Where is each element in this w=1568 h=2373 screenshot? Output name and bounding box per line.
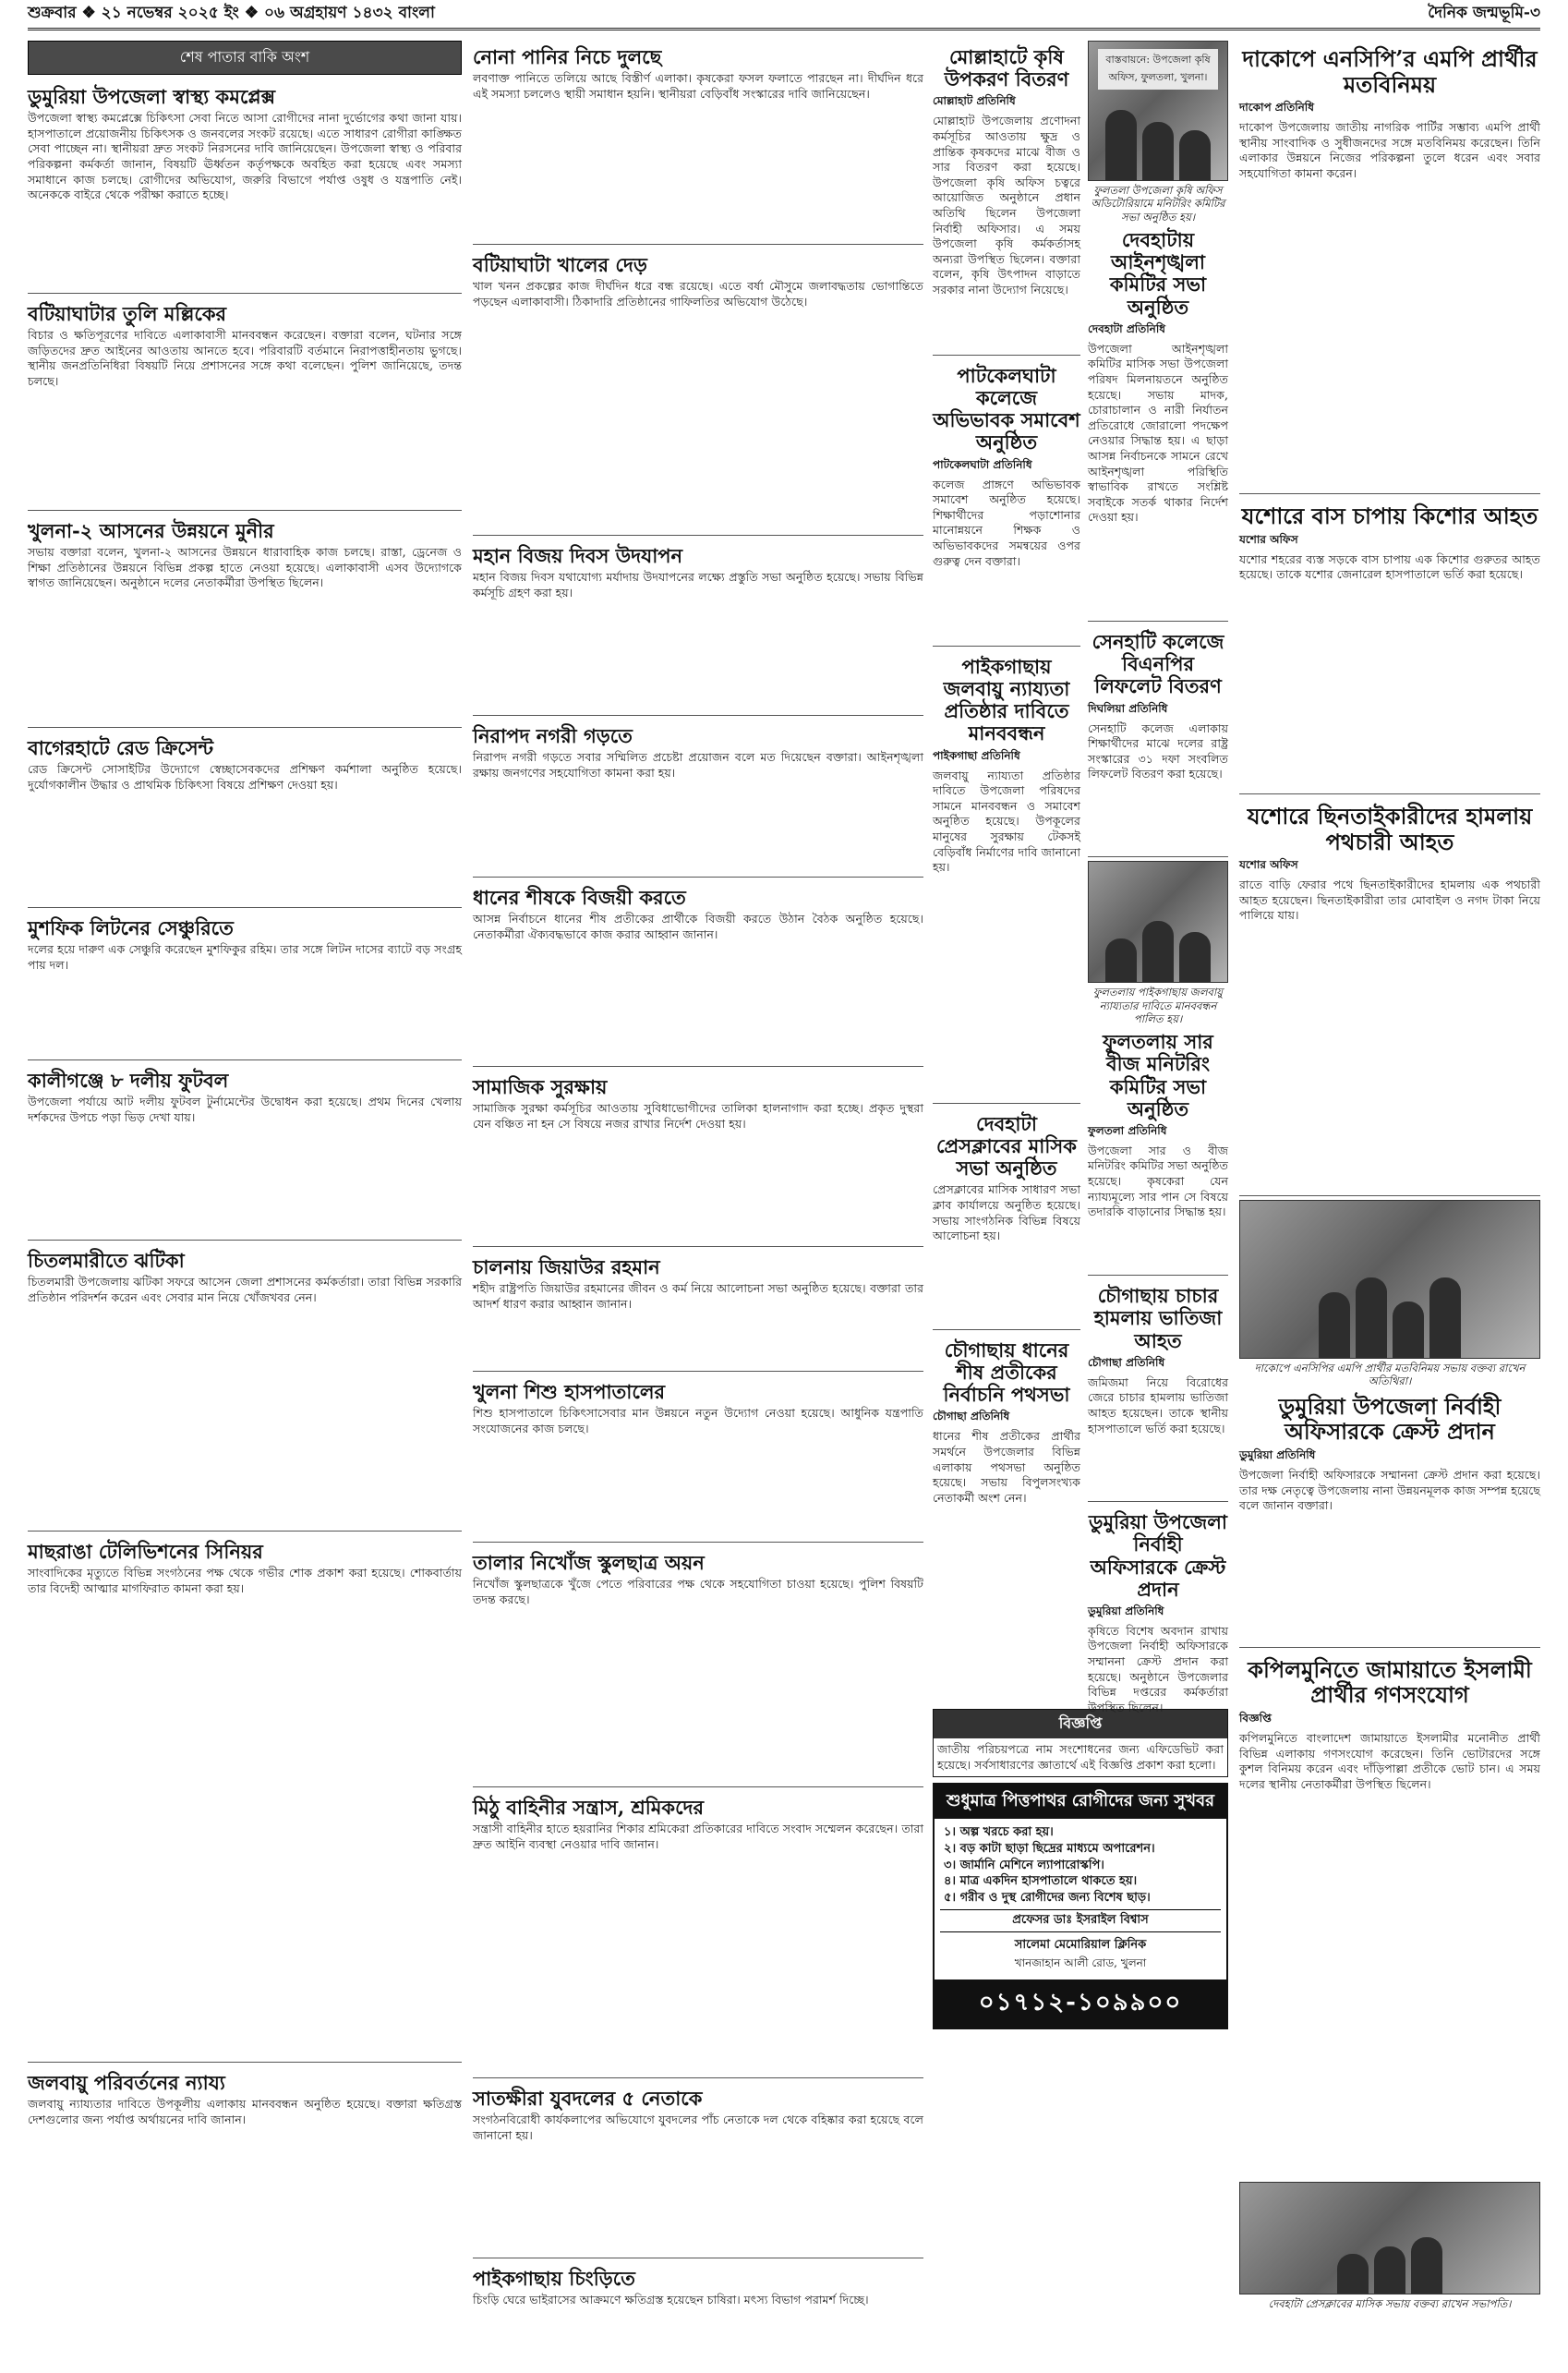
person-silhouette — [1105, 938, 1137, 982]
reporter: যশোর অফিস — [1239, 858, 1298, 872]
reporter: মোল্লাহাট প্রতিনিধি — [933, 94, 1016, 108]
photo-people — [1100, 97, 1216, 180]
ad-item: ৪। মাত্র একদিন হাসপাতালে থাকতে হয়। — [944, 1874, 1138, 1889]
photo-caption: ফুলতলা উপজেলা কৃষি অফিস অডিটোরিয়ামে মনিটরিং কমিটির সভা অনুষ্ঠিত হয়। — [1091, 184, 1225, 224]
article — [933, 1108, 1080, 1330]
ad-item: ৩। জার্মানি মেশিনে ল্যাপারোস্কপি। — [944, 1858, 1104, 1872]
reporter: দেবহাটা প্রতিনিধি — [1088, 321, 1165, 335]
headline: চিতলমারীতে ঝটিকা — [28, 1249, 185, 1272]
photo-people — [1332, 2227, 1448, 2294]
article-body: সাংবাদিকের মৃত্যুতে বিভিন্ন সংগঠনের পক্ষ থেকে গভীর শোক প্রকাশ করা হয়েছে। শোকবার্তায় তার বিদেহী আত্মার মাগফিরাত কামনা করা হয়। — [28, 1566, 462, 1595]
column-3 — [933, 41, 1228, 2341]
reporter: চৌগাছা প্রতিনিধি — [933, 1410, 1010, 1423]
headline: যশোরে বাস চাপায় কিশোর আহত — [1241, 502, 1538, 529]
article — [1088, 625, 1228, 857]
article — [28, 1535, 462, 2063]
article — [473, 1071, 923, 1247]
headline: নোনা পানির নিচে দুলছে — [473, 45, 662, 68]
headline: মোল্লাহাটে কৃষি উপকরণ বিতরণ — [944, 45, 1069, 91]
article-body: ধানের শীষ প্রতীকের প্রার্থীর সমর্থনে উপজেলার বিভিন্ন এলাকায় পথসভা অনুষ্ঠিত হয়েছে। সভায় বিপুলসংখ্যক নেতাকর্মী অংশ নেন। — [933, 1429, 1080, 1505]
headline: বটিয়াঘাটা খালের দেড় — [473, 253, 647, 276]
article — [28, 515, 462, 728]
article-body: সংগঠনবিরোধী কার্যকলাপের অভিযোগে যুবদলের পাঁচ নেতাকে দল থেকে বহিষ্কার করা হয়েছে বলে জানানো হয়। — [473, 2113, 923, 2142]
ad-address: খানজাহান আলী রোড, খুলনা — [1014, 1956, 1147, 1970]
reporter: দিঘলিয়া প্রতিনিধি — [1088, 701, 1168, 715]
photo-caption: দাকোপে এনসিপির এমপি প্রার্থীর মতবিনিময় সভায় বক্তব্য রাখেন অতিথিরা। — [1254, 1362, 1526, 1388]
ad-item: ১। অল্প খরচে করা হয়। — [944, 1825, 1054, 1840]
article — [933, 359, 1080, 647]
column-2 — [473, 41, 923, 2341]
headline: পাইকগাছায় চিংড়িতে — [473, 2267, 635, 2290]
ad-doctor: প্রফেসর ডাঃ ইসরাইল বিশ্বাস — [940, 1909, 1221, 1932]
headline: বাগেরহাটে রেড ক্রিসেন্ট — [28, 736, 214, 759]
headline: দেবহাটায় আইনশৃঙ্খলা কমিটির সভা অনুষ্ঠিত — [1109, 228, 1207, 319]
photo-caption: দেবহাটা প্রেসক্লাবের মাসিক সভায় বক্তব্য রাখেন সভাপতি। — [1268, 2296, 1512, 2310]
headline: ডুমুরিয়া উপজেলা নির্বাহী অফিসারকে ক্রেস্ট প্রদান — [1278, 1392, 1502, 1446]
headline: মুশফিক লিটনের সেঞ্চুরিতে — [28, 916, 234, 939]
headline: ডুমুরিয়া উপজেলা নির্বাহী অফিসারকে ক্রেস্ট প্রদান — [1088, 1510, 1228, 1601]
article-body: লবণাক্ত পানিতে তলিয়ে আছে বিস্তীর্ণ এলাকা। কৃষকেরা ফসল ফলাতে পারছেন না। দীর্ঘদিন ধরে এই সমস্যা চললেও স্থায়ী সমাধান হয়নি। স্থানীয়রা বেড়িবাঁধ সংস্কারের দাবি জানিয়েছেন। — [473, 71, 923, 101]
article-body: রাতে বাড়ি ফেরার পথে ছিনতাইকারীদের হামলায় এক পথচারী আহত হয়েছেন। ছিনতাইকারীরা তার মোবাইল ও নগদ টাকা নিয়ে পালিয়ে যায়। — [1239, 878, 1540, 923]
article-body: জলবায়ু ন্যায্যতা প্রতিষ্ঠার দাবিতে উপজেলা পরিষদের সামনে মানববন্ধন ও সমাবেশ অনুষ্ঠিত হয়েছে। উপকূলের মানুষের সুরক্ষায় টেকসই বেড়িবাঁধ নির্মাণের দাবি জানানো হয়। — [933, 768, 1080, 875]
article — [473, 1546, 923, 1787]
article — [1088, 1279, 1228, 1502]
article-body: উপজেলা নির্বাহী অফিসারকে সম্মাননা ক্রেস্ট প্রদান করা হয়েছে। তার দক্ষ নেতৃত্বে উপজেলায় নানা উন্নয়নমূলক কাজ সম্পন্ন হয়েছে বলে জানান বক্তারা। — [1239, 1467, 1540, 1513]
article-body: রেড ক্রিসেন্ট সোসাইটির উদ্যোগে স্বেচ্ছাসেবকদের প্রশিক্ষণ কর্মশালা অনুষ্ঠিত হয়েছে। দুর্যোগকালীন উদ্ধার ও প্রাথমিক চিকিৎসা বিষয়ে প্রশিক্ষণ দেওয়া হয়। — [28, 762, 462, 792]
notice-box — [933, 1709, 1228, 1777]
article-body: সন্ত্রাসী বাহিনীর হাতে হয়রানির শিকার শ্রমিকেরা প্রতিকারের দাবিতে সংবাদ সম্মেলন করেছেন। তারা দ্রুত আইনি ব্যবস্থা নেওয়ার দাবি জানান। — [473, 1822, 923, 1851]
article-body: উপজেলা স্বাস্থ্য কমপ্লেক্সে চিকিৎসা সেবা নিতে আসা রোগীদের নানা দুর্ভোগের কথা জানা যায়। হাসপাতালে প্রয়োজনীয় চিকিৎসক ও জনবলের সংকট রয়েছে। এতে সাধারণ রোগীরা কাঙ্ক্ষিত সেবা পাচ্ছেন না। স্থানীয়রা দ্রুত সংকট নিরসনের দাবি জানিয়েছেন। উপজেলা স্বাস্থ্য ও পরিবার পরিকল্পনা কর্মকর্তা জানান, বিষয়টি ঊর্ধ্বতন কর্তৃপক্ষকে অবহিত করা হয়েছে এবং সমস্যা সমাধানে কাজ চলছে। রোগীদের অভিযোগ, জরুরি বিভাগে পর্যাপ্ত ওষুধ ও যন্ত্রপাতি নেই। অনেককে বাইরে থেকে পরীক্ষা করাতে হচ্ছে। — [28, 111, 462, 202]
column-3-top — [933, 41, 1228, 1714]
article — [473, 720, 923, 878]
headline: নিরাপদ নগরী গড়তে — [473, 724, 633, 747]
article — [473, 41, 923, 245]
headline: পাটকেলঘাটা কলেজে অভিভাবক সমাবেশ অনুষ্ঠিত — [933, 364, 1080, 454]
reporter: পাটকেলঘাটা প্রতিনিধি — [933, 457, 1032, 471]
article-body: শহীদ রাষ্ট্রপতি জিয়াউর রহমানের জীবন ও কর্ম নিয়ে আলোচনা সভা অনুষ্ঠিত হয়েছে। বক্তারা তার আদর্শ ধারণ করার আহ্বান জানান। — [473, 1281, 923, 1311]
article — [28, 2066, 462, 2279]
clinic-ad — [933, 1783, 1228, 2029]
article-body: সামাজিক সুরক্ষা কর্মসূচির আওতায় সুবিধাভোগীদের তালিকা হালনাগাদ করা হচ্ছে। প্রকৃত দুস্থরা যেন বঞ্চিত না হন সে বিষয়ে নজর রাখার নির্দেশ দেওয়া হয়। — [473, 1101, 923, 1131]
headline: মাছরাঙা টেলিভিশনের সিনিয়র — [28, 1540, 263, 1563]
news-photo — [1239, 2182, 1540, 2294]
notice-body: জাতীয় পরিচয়পত্রে নাম সংশোধনের জন্য এফিডেভিট করা হয়েছে। সর্বসাধারণের জ্ঞাতার্থে এই বিজ্ঞপ্তি প্রকাশ করা হলো। — [937, 1742, 1224, 1772]
article-body: জমিজমা নিয়ে বিরোধের জেরে চাচার হামলায় ভাতিজা আহত হয়েছেন। তাকে স্থানীয় হাসপাতালে ভর্তি করা হয়েছে। — [1088, 1374, 1228, 1435]
article — [1088, 1025, 1228, 1276]
article-body: নিরাপদ নগরী গড়তে সবার সম্মিলিত প্রচেষ্টা প্রয়োজন বলে মত দিয়েছেন বক্তারা। আইনশৃঙ্খলা রক্ষায় জনগণের সহযোগিতা কামনা করা হয়। — [473, 750, 923, 780]
article — [473, 1791, 923, 2078]
article — [28, 912, 462, 1060]
paper-name — [1428, 1, 1540, 27]
article — [28, 1064, 462, 1241]
masthead — [28, 0, 1540, 30]
reporter: ফুলতলা প্রতিনিধি — [1088, 1123, 1167, 1137]
person-silhouette — [1319, 1292, 1350, 1358]
article-body: দলের হয়ে দারুণ এক সেঞ্চুরি করেছেন মুশফিকুর রহিম। তার সঙ্গে লিটন দাসের ব্যাটে বড় সংগ্রহ পায় দল। — [28, 942, 462, 972]
article-body: কপিলমুনিতে বাংলাদেশ জামায়াতে ইসলামীর মনোনীত প্রার্থী বিভিন্ন এলাকায় গণসংযোগ করেছেন। তিনি ভোটারদের সঙ্গে কুশল বিনিময় করেন এবং দাঁড়িপাল্লা প্রতীকে ভোট চান। এ সময় দলের স্থানীয় নেতাকর্মীরা উপস্থিত ছিলেন। — [1239, 1730, 1540, 1791]
headline: দাকোপে এনসিপি’র এমপি প্রার্থীর মতবিনিময় — [1242, 45, 1538, 98]
headline: সামাজিক সুরক্ষায় — [473, 1075, 608, 1098]
person-silhouette — [1179, 932, 1211, 983]
photo-banner: বাস্তবায়নে: উপজেলা কৃষি অফিস, ফুলতলা, খুলনা। — [1098, 49, 1218, 90]
ad-list — [940, 1824, 1221, 1906]
article — [1239, 498, 1540, 794]
headline: দেবহাটা প্রেসক্লাবের মাসিক সভা অনুষ্ঠিত — [936, 1112, 1077, 1180]
headline: তালার নিখোঁজ স্কুলছাত্র অয়ন — [473, 1551, 705, 1574]
headline: সাতক্ষীরা যুবদলের ৫ নেতাকে — [473, 2087, 703, 2110]
headline: কপিলমুনিতে জামায়াতে ইসলামী প্রার্থীর গণসংযোগ — [1248, 1655, 1532, 1709]
date-line: শুক্রবার ❖ ২১ নভেম্বর ২০২৫ ইং ❖ ০৬ অগ্রহায়ণ ১৪৩২ বাংলা — [28, 4, 435, 22]
article-body: উপজেলা পর্যায়ে আট দলীয় ফুটবল টুর্নামেন্টের উদ্বোধন করা হয়েছে। প্রথম দিনের খেলায় দর্শকদের উপচে পড়া ভিড় দেখা যায়। — [28, 1095, 462, 1124]
notice-title: বিজ্ঞপ্তি — [934, 1710, 1227, 1738]
article-body: মোল্লাহাট উপজেলায় প্রণোদনা কর্মসূচির আওতায় ক্ষুদ্র ও প্রান্তিক কৃষকদের মাঝে বীজ ও সার বিতরণ করা হয়েছে। উপজেলা কৃষি অফিস চত্বরে আয়োজিত অনুষ্ঠানে প্রধান অতিথি ছিলেন উপজেলা নির্বাহী অফিসার। এ সময় উপজেলা কৃষি কর্মকর্তাসহ অন্যরা উপস্থিত ছিলেন। বক্তারা বলেন, কৃষি উৎপাদন বাড়াতে সরকার নানা উদ্যোগ নিয়েছে। — [933, 114, 1080, 297]
article-body: কলেজ প্রাঙ্গণে অভিভাবক সমাবেশ অনুষ্ঠিত হয়েছে। শিক্ষার্থীদের পড়াশোনার মানোন্নয়নে শিক্ষক ও অভিভাবকদের সমন্বয়ের ওপর গুরুত্ব দেন বক্তারা। — [933, 477, 1080, 568]
article-body: চিংড়ি ঘেরে ভাইরাসের আক্রমণে ক্ষতিগ্রস্ত হয়েছেন চাষিরা। মৎস্য বিভাগ পরামর্শ দিচ্ছে। — [473, 2293, 869, 2307]
person-silhouette — [1356, 1277, 1387, 1358]
article-body: দাকোপ উপজেলায় জাতীয় নাগরিক পার্টির সম্ভাব্য এমপি প্রার্থী স্থানীয় সাংবাদিক ও সুধীজনদের সঙ্গে মতবিনিময় করেছেন। তিনি এলাকার উন্নয়নে নিজের পরিকল্পনা তুলে ধরেন এবং সবার সহযোগিতা কামনা করেন। — [1239, 120, 1540, 181]
article — [28, 732, 462, 908]
column-4 — [1239, 41, 1540, 2341]
article-body: চিতলমারী উপজেলায় ঝটিকা সফরে আসেন জেলা প্রশাসনের কর্মকর্তারা। তারা বিভিন্ন সরকারি প্রতিষ্ঠান পরিদর্শন করেন এবং সেবার মান নিয়ে খোঁজখবর নেন। — [28, 1275, 462, 1304]
article-body: প্রেসক্লাবের মাসিক সাধারণ সভা ক্লাব কার্যালয়ে অনুষ্ঠিত হয়েছে। সভায় সাংগঠনিক বিভিন্ন বিষয়ে আলোচনা হয়। — [933, 1182, 1080, 1243]
article — [1239, 41, 1540, 494]
headline: জলবায়ু পরিবর্তনের ন্যায্য — [28, 2071, 225, 2094]
photo-caption: ফুলতলায় পাইকগাছায় জলবায়ু ন্যায্যতার দাবিতে মানববন্ধন পালিত হয়। — [1092, 986, 1224, 1025]
article — [1088, 224, 1228, 622]
article — [933, 1334, 1080, 1620]
article-body: জলবায়ু ন্যায্যতার দাবিতে উপকূলীয় এলাকায় মানববন্ধন অনুষ্ঠিত হয়েছে। বক্তারা ক্ষতিগ্রস্ত দেশগুলোর জন্য পর্যাপ্ত অর্থায়নের দাবি জানান। — [28, 2097, 462, 2126]
person-silhouette — [1142, 921, 1174, 982]
person-silhouette — [1337, 2254, 1369, 2294]
headline: ফুলতলায় সার বীজ মনিটরিং কমিটির সভা অনুষ্ঠিত — [1103, 1030, 1213, 1120]
reporter: ডুমুরিয়া প্রতিনিধি — [1088, 1604, 1164, 1617]
headline: খুলনা শিশু হাসপাতালের — [473, 1380, 666, 1403]
ad-clinic: সালেমা মেমোরিয়াল ক্লিনিক — [1014, 1938, 1147, 1953]
article-body: সেনহাটি কলেজ এলাকায় শিক্ষার্থীদের মাঝে দলের রাষ্ট্র সংস্কারের ৩১ দফা সংবলিত লিফলেট বিতরণ করা হয়েছে। — [1088, 720, 1228, 781]
headline: চৌগাছায় চাচার হামলায় ভাতিজা আহত — [1093, 1284, 1223, 1352]
news-photo — [1088, 861, 1228, 983]
article-body: মহান বিজয় দিবস যথাযোগ্য মর্যাদায় উদযাপনের লক্ষ্যে প্রস্তুতি সভা অনুষ্ঠিত হয়েছে। সভায় বিভিন্ন কর্মসূচি গ্রহণ করা হয়। — [473, 570, 923, 599]
article — [28, 297, 462, 511]
article-body: আসন্ন নির্বাচনে ধানের শীষ প্রতীকের প্রার্থীকে বিজয়ী করতে উঠান বৈঠক অনুষ্ঠিত হয়েছে। নেতাকর্মীরা ঐক্যবদ্ধভাবে কাজ করার আহ্বান জানান। — [473, 912, 923, 941]
reporter: পাইকগাছা প্রতিনিধি — [933, 748, 1020, 762]
headline: মহান বিজয় দিবস উদযাপন — [473, 544, 683, 567]
article — [473, 1251, 923, 1372]
person-silhouette — [1429, 1277, 1461, 1358]
article — [473, 881, 923, 1067]
person-silhouette — [1393, 1302, 1424, 1358]
ad-item: ৫। গরীব ও দুস্থ রোগীদের জন্য বিশেষ ছাড়। — [944, 1890, 1151, 1905]
headline: পাইকগাছায় জলবায়ু ন্যায্যতা প্রতিষ্ঠার দাবিতে মানববন্ধন — [943, 655, 1070, 745]
article-body: নিখোঁজ স্কুলছাত্রকে খুঁজে পেতে পরিবারের পক্ষ থেকে সহযোগিতা চাওয়া হয়েছে। পুলিশ বিষয়টি তদন্ত করছে। — [473, 1577, 923, 1606]
headline: বটিয়াঘাটার তুলি মল্লিকের — [28, 302, 227, 325]
headline: কালীগঞ্জে ৮ দলীয় ফুটবল — [28, 1069, 229, 1092]
article — [473, 539, 923, 716]
reporter: বিজ্ঞপ্তি — [1239, 1711, 1272, 1725]
article — [1239, 1388, 1540, 1648]
paper-title: দৈনিক জন্মভূমি — [1428, 4, 1524, 22]
ad-phone: ০১৭১২-১০৯৯০০ — [935, 1980, 1226, 2028]
column-1 — [28, 41, 462, 2341]
headline: চৌগাছায় ধানের শীষ প্রতীকের নির্বাচনি পথসভা — [943, 1338, 1070, 1407]
photo-people — [1313, 1264, 1466, 1358]
person-silhouette — [1374, 2246, 1405, 2293]
photo-people — [1100, 910, 1216, 982]
article-body: কৃষিতে বিশেষ অবদান রাখায় উপজেলা নির্বাহী অফিসারকে সম্মাননা ক্রেস্ট প্রদান করা হয়েছে। অনুষ্ঠানে উপজেলার বিভিন্ন দপ্তরের কর্মকর্তারা উপস্থিত ছিলেন। — [1088, 1623, 1228, 1714]
article-body: বিচার ও ক্ষতিপূরণের দাবিতে এলাকাবাসী মানববন্ধন করেছেন। বক্তারা বলেন, ঘটনার সঙ্গে জড়িতদের দ্রুত আইনের আওতায় আনতে হবে। পরিবারটি বর্তমানে নিরাপত্তাহীনতায় ভুগছে। স্থানীয় জনপ্রতিনিধিরা বিষয়টি নিয়ে প্রশাসনের সঙ্গে কথা বলেছেন। পুলিশ জানিয়েছে, তদন্ত চলছে। — [28, 328, 462, 388]
page-number: -৩ — [1523, 4, 1540, 22]
article — [28, 80, 462, 294]
news-photo — [1088, 41, 1228, 181]
article-body: উপজেলা সার ও বীজ মনিটরিং কমিটির সভা অনুষ্ঠিত হয়েছে। কৃষকেরা যেন ন্যায্যমূল্যে সার পান সে বিষয়ে তদারকি বাড়ানোর সিদ্ধান্ত হয়। — [1088, 1143, 1228, 1219]
section-band: শেষ পাতার বাকি অংশ — [28, 41, 462, 75]
person-silhouette — [1142, 122, 1174, 180]
article-body: যশোর শহরের ব্যস্ত সড়কে বাস চাপায় এক কিশোর গুরুতর আহত হয়েছে। তাকে যশোর জেনারেল হাসপাতালে ভর্তি করা হয়েছে। — [1239, 551, 1540, 582]
headline: চালনায় জিয়াউর রহমান — [473, 1255, 660, 1278]
headline: যশোরে ছিনতাইকারীদের হামলায় পথচারী আহত — [1247, 803, 1533, 855]
person-silhouette — [1179, 130, 1211, 180]
article — [473, 248, 923, 536]
reporter: চৌগাছা প্রতিনিধি — [1088, 1355, 1165, 1369]
headline: মিঠু বাহিনীর সন্ত্রাস, শ্রমিকদের — [473, 1796, 705, 1819]
person-silhouette — [1411, 2237, 1442, 2294]
article — [28, 1244, 462, 1532]
article — [1088, 1506, 1228, 1714]
article-body: শিশু হাসপাতালে চিকিৎসাসেবার মান উন্নয়নে নতুন উদ্যোগ নেওয়া হয়েছে। আধুনিক যন্ত্রপাতি সংযোজনের কাজ চলছে। — [473, 1406, 923, 1435]
article-body: খাল খনন প্রকল্পের কাজ দীর্ঘদিন ধরে বন্ধ রয়েছে। এতে বর্ষা মৌসুমে জলাবদ্ধতায় ভোগান্তিতে পড়ছেন এলাকাবাসী। ঠিকাদারি প্রতিষ্ঠানের গাফিলতির অভিযোগ উঠেছে। — [473, 279, 923, 309]
headline: ধানের শীষকে বিজয়ী করতে — [473, 886, 686, 909]
reporter: ডুমুরিয়া প্রতিনিধি — [1239, 1447, 1316, 1461]
headline: সেনহাটি কলেজে বিএনপির লিফলেট বিতরণ — [1092, 630, 1224, 698]
article-body: উপজেলা আইনশৃঙ্খলা কমিটির মাসিক সভা উপজেলা পরিষদ মিলনায়তনে অনুষ্ঠিত হয়েছে। সভায় মাদক, চোরাচালান ও নারী নির্যাতন প্রতিরোধে জোরালো পদক্ষেপ নেওয়ার সিদ্ধান্ত হয়। এ ছাড়া আসন্ন নির্বাচনকে সামনে রেখে আইনশৃঙ্খলা পরিস্থিতি স্বাভাবিক রাখতে সংশ্লিষ্ট সবাইকে সতর্ক থাকার নির্দেশ দেওয়া হয়। — [1088, 341, 1228, 525]
headline: ডুমুরিয়া উপজেলা স্বাস্থ্য কমপ্লেক্স — [28, 85, 276, 108]
article — [1239, 1652, 1540, 2178]
wide-column — [1088, 41, 1228, 1714]
article — [933, 650, 1080, 1104]
article — [473, 1375, 923, 1543]
ad-title: শুধুমাত্র পিত্তপাথর রোগীদের জন্য সুখবর — [935, 1785, 1226, 1819]
narrow-column — [933, 41, 1080, 1703]
news-photo — [1239, 1200, 1540, 1359]
article-body: সভায় বক্তারা বলেন, খুলনা-২ আসনের উন্নয়নে ধারাবাহিক কাজ চলছে। রাস্তা, ড্রেনেজ ও শিক্ষা প্রতিষ্ঠানের উন্নয়নে বিভিন্ন প্রকল্প হাতে নেওয়া হয়েছে। এলাকাবাসী এসব উদ্যোগকে স্বাগত জানিয়েছেন। অনুষ্ঠানে দলের নেতাকর্মীরা উপস্থিত ছিলেন। — [28, 545, 462, 590]
article — [933, 41, 1080, 356]
reporter: যশোর অফিস — [1239, 532, 1298, 546]
article — [473, 2082, 923, 2258]
article — [473, 2262, 923, 2373]
headline: খুলনা-২ আসনের উন্নয়নে মুনীর — [28, 519, 274, 542]
article — [1239, 798, 1540, 1196]
reporter: দাকোপ প্রতিনিধি — [1239, 101, 1314, 115]
ad-item: ২। বড় কাটা ছাড়া ছিদ্রের মাধ্যমে অপারেশন। — [944, 1842, 1155, 1857]
person-silhouette — [1105, 110, 1137, 181]
